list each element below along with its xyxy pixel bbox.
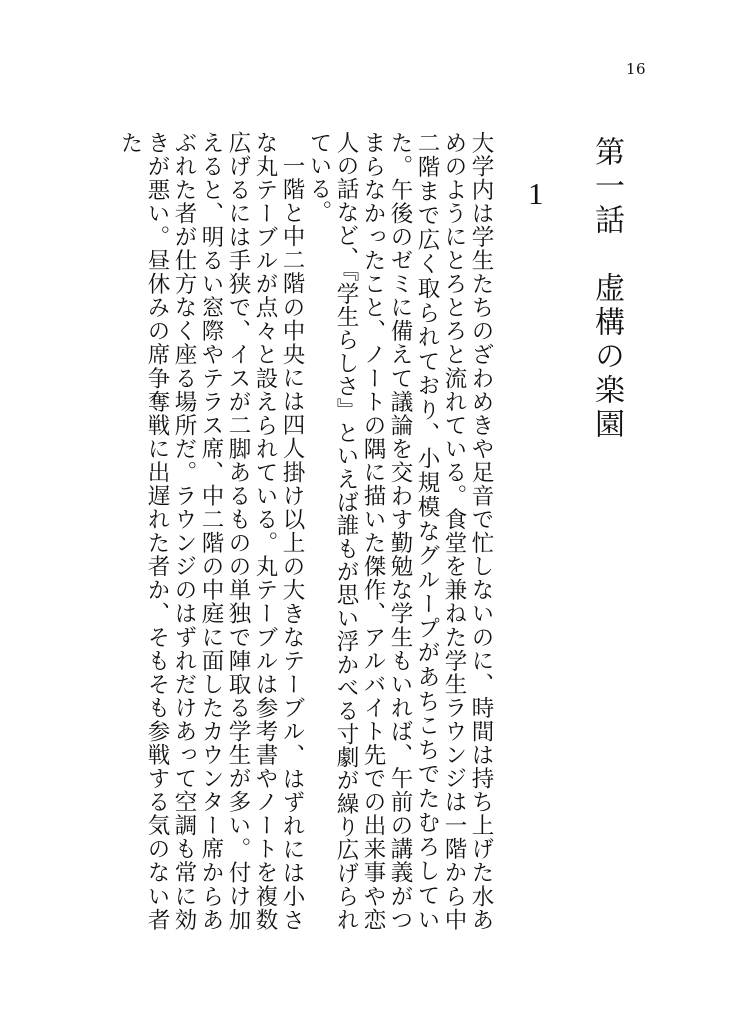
section-number: 1 <box>528 176 544 211</box>
body-text <box>117 131 494 932</box>
paragraph-1: 大学内は学生たちのざわめきや足音で忙しないのに、時間は持ち上げた水あめのようにとろとろと流れている。食堂を兼ねた学生ラウンジは一階から中二階まで広く取られており、小規模なグループがあちこちでたむろしていた。午後のゼミに備えて議論を交わす勤勉な学生もいれば、午前の講義がつまらなかったこと、ノートの隅に描いた傑作、アルバイト先での出来事や恋人の話など、『学生らしさ』といえば誰もが思い浮かべる寸劇が繰り広げられている。 <box>306 131 494 932</box>
chapter-title: 第一話 虚構の楽園 <box>589 136 624 442</box>
paragraph-2: 一階と中二階の中央には四人掛け以上の大きなテーブル、はずれには小さな丸テーブルが点々と設えられている。丸テーブルは参考書やノートを複数広げるには手狭で、イスが二脚あるものの単独で陣取る学生が多い。付け加えると、明るい窓際やテラス席、中二階の中庭に面したカウンター席からあぶれた者が仕方なく座る場所だ。ラウンジのはずれだけあって空調も常に効きが悪い。昼休みの席争奪戦に出遅れた者か、そもそも参戦する気のない者た <box>117 131 305 931</box>
page-number: 16 <box>626 60 647 78</box>
